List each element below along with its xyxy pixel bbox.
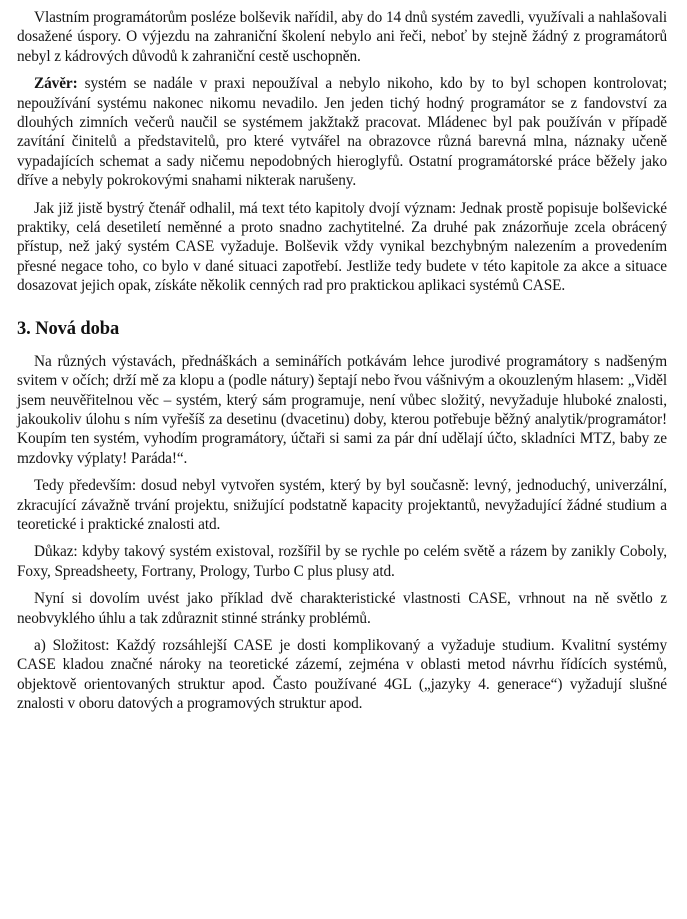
paragraph-first-of-all [17, 476, 667, 534]
paragraph-text: Vlastním programátorům posléze bolševik nařídil, aby do 14 dnů systém zavedli, využívali a nahlašovali dosažené úspory. O výjezdu na zahraniční školení nebylo ani řeči, neboť by stejně žádný z programátorů nebyl z kádrových důvodů k zahraniční cestě uschopněn. [17, 9, 667, 65]
paragraph-exhibitions [17, 352, 667, 468]
paragraph-double-meaning [17, 199, 667, 296]
paragraph-two-properties [17, 589, 667, 628]
paragraph-text: Důkaz: kdyby takový systém existoval, rozšířil by se rychle po celém světě a rázem by zanikly Coboly, Foxy, Spreadsheety, Fortrany, Prology, Turbo C plus plusy atd. [17, 543, 667, 580]
paragraph-text: Jak již jistě bystrý čtenář odhalil, má text této kapitoly dvojí význam: Jednak prostě popisuje bolševické praktiky, celá desetiletí neměnné a proto snadno zachytitelné. Za druhé pak znázorňuje zcela obrácený přístup, než jaký systém CASE vyžaduje. Bolševik vždy vynikal bezchybným nalezením a provedením přesné negace toho, co bylo v dané situaci zapotřebí. Jestliže tedy budete v této kapitole za akce a situace dosazovat jejich opak, získáte několik cenných rad pro praktickou aplikaci systémů CASE. [17, 199, 667, 295]
paragraph-complexity [17, 636, 667, 714]
paragraph-text: Tedy především: dosud nebyl vytvořen systém, který by byl současně: levný, jednoduchý, univerzální, zkracující závažně trvání projektu, snižující podstatně kapacity projektantů, nevyžadující žádné studium a teoretické i praktické znalosti atd. [17, 477, 667, 533]
paragraph-proof [17, 542, 667, 581]
paragraph-text: systém se nadále v praxi nepoužíval a nebylo nikoho, kdo by to byl schopen kontrolovat; nepoužívání systému nakonec nikomu nevadilo. Jen jeden tichý hodný programátor se z fandovství za dlouhých zimních večerů naučil se systémem jakžtakž pracovat. Mládenec byl pak používán v případě zavítání činitelů a představitelů, pro které vytvářel na obrazovce různá barevná mlna, náznaky učeně vypadajících schemat a sady ničemu nepodobných hieroglyfů. Ostatní programátorské práce běžely jako dříve a nebyly pokrokovými snahami nikterak narušeny. [17, 75, 667, 190]
paragraph-text: Nyní si dovolím uvést jako příklad dvě charakteristické vlastnosti CASE, vrhnout na ně světlo z neobvyklého úhlu a tak zdůraznit stinné stránky problémů. [17, 590, 667, 627]
paragraph-conclusion [17, 74, 667, 190]
paragraph-programmer-order [17, 8, 667, 66]
paragraph-lead: Závěr: [34, 75, 78, 93]
section-heading: 3. Nová doba [17, 318, 120, 339]
paragraph-text: a) Složitost: Každý rozsáhlejší CASE je dosti komplikovaný a vyžaduje studium. Kvalitní systémy CASE kladou značné nároky na teoretické zázemí, zejména v oblasti metod návrhu řídících systémů, objektově orientovaných struktur apod. Často používané 4GL („jazyky 4. generace“) vyžadují slušné znalosti v oboru datových a programových struktur apod. [17, 636, 667, 713]
paragraph-text: Na různých výstavách, přednáškách a seminářích potkávám lehce jurodivé programátory s nadšeným svitem v očích; drží mě za klopu a (podle nátury) šeptají nebo řvou vášnivým a okouzleným hlasem: „Viděl jsem neuvěřitelnou věc – systém, který sám programuje, není vůbec složitý, nevyžaduje hluboké znalosti, jakoukoliv úlohu s ním vyřešíš za desetinu (dvacetinu) doby, kterou potřebuje běžný analytik/programátor! Koupím ten systém, vyhodím programátory, účtaři si sami za pár dní udělají účto, skladníci MTZ, baby ze mzdovky výplaty! Paráda!“. [17, 352, 667, 467]
